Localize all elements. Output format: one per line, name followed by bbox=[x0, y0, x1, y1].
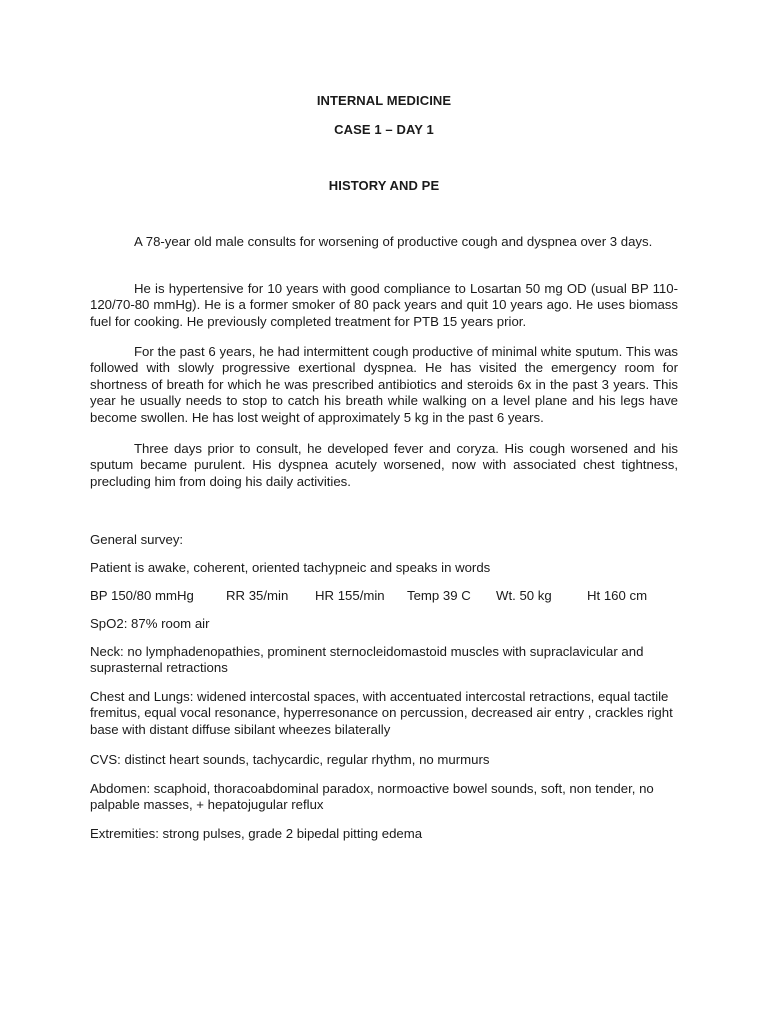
vital-rr: RR 35/min bbox=[226, 588, 289, 603]
patient-status: Patient is awake, coherent, oriented tachypneic and speaks in words bbox=[90, 560, 491, 575]
general-survey-label: General survey: bbox=[90, 532, 184, 547]
case-heading: CASE 1 – DAY 1 bbox=[334, 122, 434, 137]
document-title: INTERNAL MEDICINE bbox=[316, 93, 452, 108]
abdomen-findings: Abdomen: scaphoid, thoracoabdominal paradox, normoactive bowel sounds, soft, non tender, no palpable masses, + hepatojugular reflux bbox=[90, 781, 654, 813]
chest-lungs-findings: Chest and Lungs: widened intercostal spaces, with accentuated intercostal retractions, equal tactile fremitus, equal vocal resonance, hyperresonance on percussion, decreased air entry , crackles right base with distant diffuse sibilant wheezes bilaterally bbox=[90, 689, 673, 737]
cvs-findings: CVS: distinct heart sounds, tachycardic, regular rhythm, no murmurs bbox=[90, 752, 490, 767]
history-paragraph-chief-complaint: A 78-year old male consults for worsening of productive cough and dyspnea over 3 days. bbox=[134, 234, 653, 249]
section-heading: HISTORY AND PE bbox=[328, 178, 440, 193]
vital-bp: BP 150/80 mmHg bbox=[90, 588, 194, 603]
history-paragraph-current-episode: Three days prior to consult, he developed fever and coryza. His cough worsened and his sputum became purulent. His dyspnea acutely worsened, now with associated chest tightness, precluding him from doing his daily activities. bbox=[90, 441, 678, 489]
extremities-findings: Extremities: strong pulses, grade 2 bipedal pitting edema bbox=[90, 826, 423, 841]
history-paragraph-past-history: He is hypertensive for 10 years with good compliance to Losartan 50 mg OD (usual BP 110-120/70-80 mmHg). He is a former smoker of 80 pack years and quit 10 years ago. He uses biomass fuel for cooking. He previously completed treatment for PTB 15 years prior. bbox=[90, 281, 678, 329]
vital-weight: Wt. 50 kg bbox=[496, 588, 552, 603]
vital-height: Ht 160 cm bbox=[587, 588, 648, 603]
vital-temp: Temp 39 C bbox=[407, 588, 471, 603]
history-paragraph-hpi: For the past 6 years, he had intermittent cough productive of minimal white sputum. This was followed with slowly progressive exertional dyspnea. He has visited the emergency room for shortness of breath for which he was prescribed antibiotics and steroids 6x in the past 3 years. This year he usually needs to stop to catch his breath while walking on a level plane and his legs have become swollen. He has lost weight of approximately 5 kg in the past 6 years. bbox=[90, 344, 678, 425]
vital-hr: HR 155/min bbox=[315, 588, 385, 603]
spo2-reading: SpO2: 87% room air bbox=[90, 616, 210, 631]
neck-findings: Neck: no lymphadenopathies, prominent sternocleidomastoid muscles with supraclavicular and suprasternal retractions bbox=[90, 644, 644, 676]
document-page bbox=[90, 0, 678, 1024]
